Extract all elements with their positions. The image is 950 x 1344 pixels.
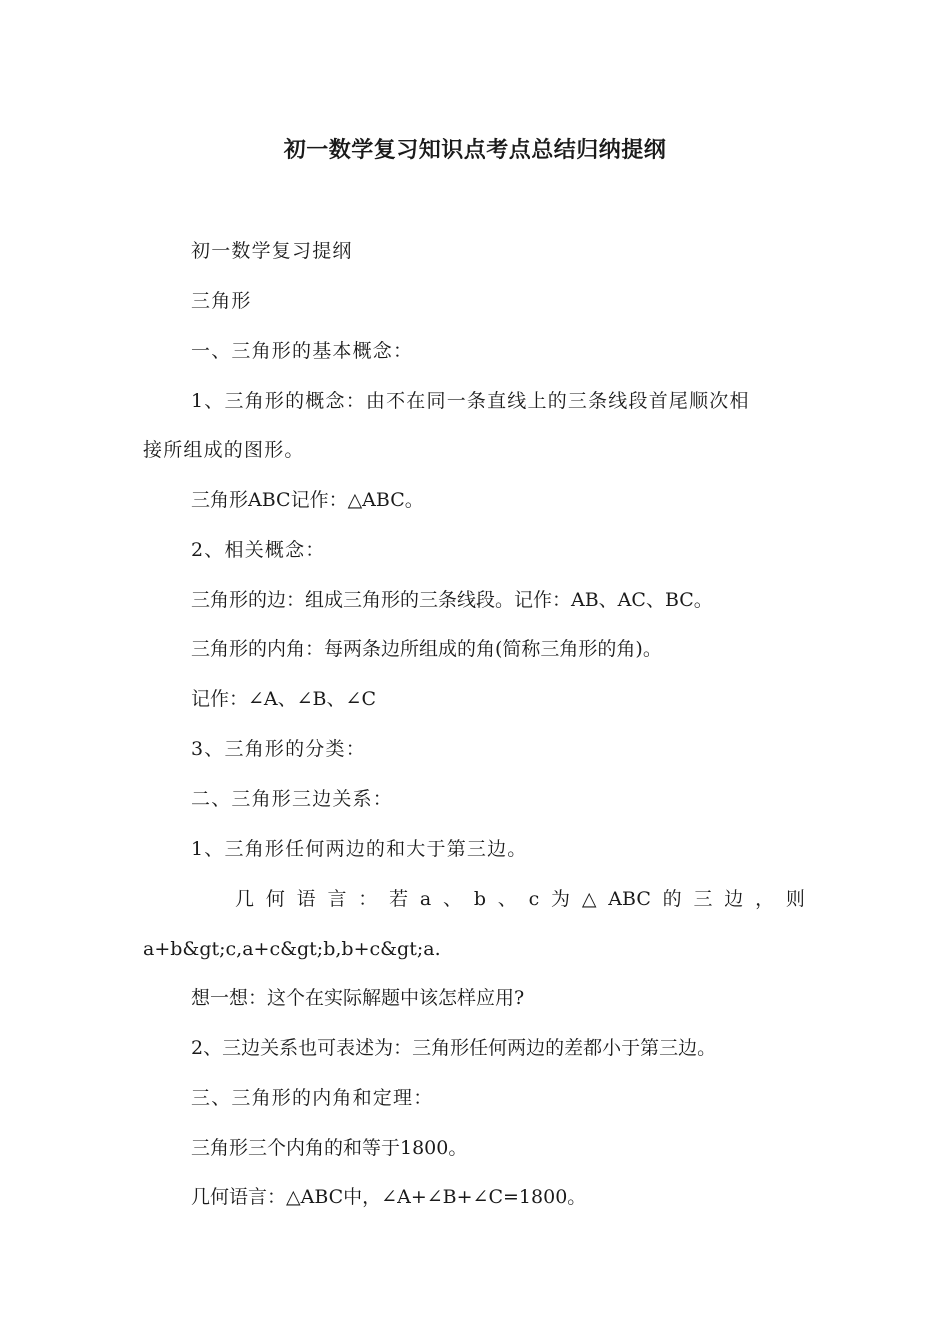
paragraph-interior-angles: 三角形的内角：每两条边所组成的角(简称三角形的角)。	[191, 638, 662, 660]
paragraph-section-three: 三、三角形的内角和定理：	[191, 1087, 434, 1109]
paragraph-concept-line2: 接所组成的图形。	[143, 439, 305, 461]
token: ：	[358, 888, 378, 910]
token: 何	[265, 888, 285, 910]
paragraph-geometry-language-line1	[235, 884, 805, 914]
token: 边	[724, 888, 744, 910]
paragraph-related-concepts: 2、相关概念：	[191, 539, 326, 561]
token: 的	[662, 888, 682, 910]
paragraph-section-two: 二、三角形三边关系：	[191, 788, 394, 810]
paragraph-section-one: 一、三角形的基本概念：	[191, 340, 414, 362]
paragraph-angle-sum: 三角形三个内角的和等于1800。	[191, 1137, 468, 1159]
paragraph-notation: 三角形ABC记作：△ABC。	[191, 489, 424, 511]
token: △	[581, 888, 597, 910]
paragraph-sides: 三角形的边：组成三角形的三条线段。记作：AB、AC、BC。	[191, 589, 713, 611]
token: c	[528, 888, 540, 910]
paragraph-angle-notation: 记作：∠A、∠B、∠C	[191, 688, 376, 710]
token: b	[473, 888, 486, 910]
paragraph-geometry-language-line2: a+b&gt;c,a+c&gt;b,b+c&gt;a.	[143, 938, 441, 960]
token: ，	[755, 888, 775, 910]
paragraph-sum-rule: 1、三角形任何两边的和大于第三边。	[191, 838, 528, 860]
token: 语	[296, 888, 316, 910]
paragraph-difference-rule: 2、三边关系也可表述为：三角形任何两边的差都小于第三边。	[191, 1037, 717, 1059]
paragraph-triangle-heading: 三角形	[191, 290, 252, 312]
paragraph-concept-line1: 1、三角形的概念：由不在同一条直线上的三条线段首尾顺次相	[191, 390, 750, 412]
paragraph-angle-sum-geometry: 几何语言：△ABC中，∠A+∠B+∠C=1800。	[191, 1186, 587, 1208]
token: a	[419, 888, 432, 910]
token: 为	[551, 888, 571, 910]
token: 三	[693, 888, 713, 910]
token: 若	[389, 888, 409, 910]
token: 言	[327, 888, 347, 910]
paragraph-classification: 3、三角形的分类：	[191, 738, 366, 760]
paragraph-think: 想一想：这个在实际解题中该怎样应用?	[191, 987, 525, 1009]
token: ABC	[608, 888, 651, 910]
token: 、	[443, 888, 463, 910]
token: 几	[235, 888, 255, 910]
token: 则	[785, 888, 805, 910]
paragraph-outline-heading: 初一数学复习提纲	[191, 240, 353, 262]
document-title: 初一数学复习知识点考点总结归纳提纲	[283, 138, 667, 163]
token: 、	[497, 888, 517, 910]
